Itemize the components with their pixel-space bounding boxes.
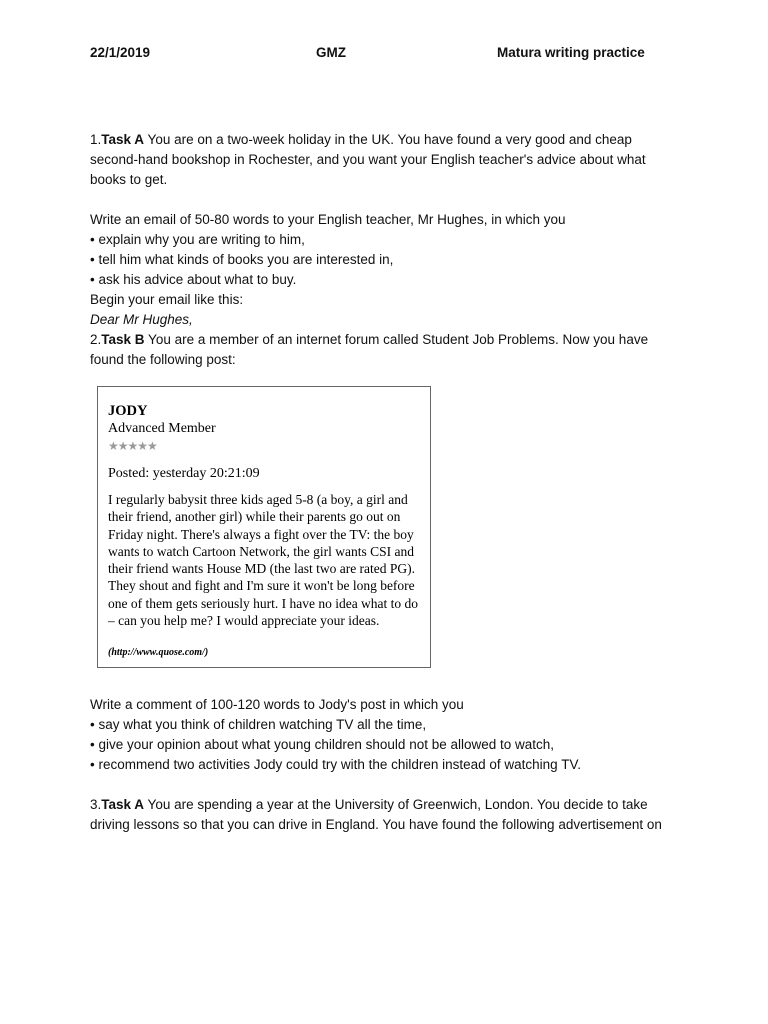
task-1-bullet: • ask his advice about what to buy.	[90, 272, 297, 287]
task-2-bullet: • give your opinion about what young children should not be allowed to watch,	[90, 737, 555, 752]
task-2-instruction: Write a comment of 100-120 words to Jody's post in which you	[90, 697, 464, 712]
task-2-label: Task B	[101, 332, 145, 347]
header-code: GMZ	[316, 45, 346, 60]
task-1-intro: You are on a two-week holiday in the UK. You have found a very good and cheap	[144, 132, 632, 147]
post-body-line: wants to watch Cartoon Network, the girl wants CSI and	[108, 543, 414, 559]
post-body-line: their friend wants House MD (the last two are rated PG).	[108, 561, 416, 577]
task-3-number: 3.	[90, 797, 102, 812]
task-1-instruction: Write an email of 50-80 words to your English teacher, Mr Hughes, in which you	[90, 212, 566, 227]
task-1-bullet: • explain why you are writing to him,	[90, 232, 305, 247]
post-body-line: their friend, another girl) while their parents go out on	[108, 509, 401, 525]
task-1-bullet: • tell him what kinds of books you are interested in,	[90, 252, 394, 267]
task-2	[90, 330, 690, 775]
task-3-line-1	[90, 795, 690, 815]
post-rank: Advanced Member	[108, 421, 216, 436]
post-body	[108, 491, 428, 629]
task-2-number: 2.	[90, 332, 102, 347]
task-3-line-2: driving lessons so that you can drive in England. You have found the following advertisement on	[90, 817, 662, 832]
task-2-bullet: • recommend two activities Jody could try with the children instead of watching TV.	[90, 757, 581, 772]
task-1-number: 1.	[90, 132, 102, 147]
task-2-line-2: found the following post:	[90, 352, 236, 367]
header-date: 22/1/2019	[90, 45, 151, 60]
post-body-line: one of them gets seriously hurt. I have no idea what to do	[108, 595, 419, 611]
task-1	[90, 130, 690, 330]
document-body	[90, 130, 690, 835]
task-3-label: Task A	[101, 797, 145, 812]
task-1-greeting: Dear Mr Hughes,	[90, 312, 193, 327]
post-timestamp: Posted: yesterday 20:21:09	[108, 466, 260, 481]
task-1-label: Task A	[101, 132, 145, 147]
post-body-line: I regularly babysit three kids aged 5-8 (a boy, a girl and	[108, 492, 408, 507]
task-2-intro: You are a member of an internet forum called Student Job Problems. Now you have	[144, 332, 649, 347]
page-header	[0, 45, 768, 65]
post-author: JODY	[108, 403, 148, 419]
post-body-line: – can you help me? I would appreciate your ideas.	[108, 613, 380, 629]
task-1-line-1	[90, 130, 690, 150]
post-source: (http://www.quose.com/)	[108, 647, 209, 658]
task-3-intro: You are spending a year at the University of Greenwich, London. You decide to take	[144, 797, 648, 812]
rating-stars-icon: ★★★★★	[108, 439, 157, 453]
task-1-begin: Begin your email like this:	[90, 292, 244, 307]
post-body-line: Friday night. There's always a fight over the TV: the boy	[108, 526, 414, 542]
post-body-line: They shout and fight and I'm sure it won't be long before	[108, 578, 415, 594]
task-1-line-3: books to get.	[90, 172, 168, 187]
header-title: Matura writing practice	[497, 45, 645, 60]
task-2-line-1	[90, 330, 690, 350]
task-3	[90, 795, 690, 835]
forum-post	[97, 386, 431, 668]
task-2-bullet: • say what you think of children watching TV all the time,	[90, 717, 427, 732]
task-1-line-2: second-hand bookshop in Rochester, and you want your English teacher's advice about what	[90, 152, 646, 167]
